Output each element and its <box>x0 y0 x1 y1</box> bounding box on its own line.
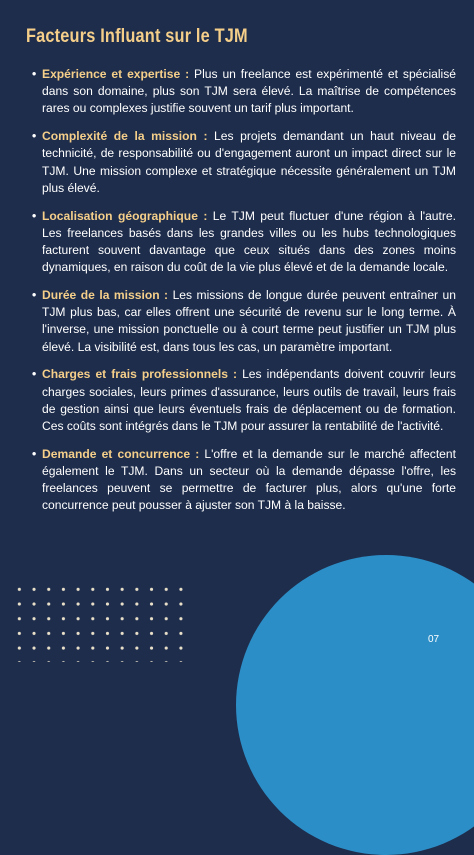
decorative-circle <box>236 555 474 855</box>
page-number: 07 <box>428 634 440 645</box>
factor-term: Demande et concurrence : <box>42 446 200 461</box>
bullet-icon: • <box>32 288 37 303</box>
list-item-duration <box>32 287 456 356</box>
factor-list <box>32 66 456 525</box>
factor-text: Le TJM peut fluctuer d'une région à l'autre. Les freelances basés dans les grandes villes ou les hubs technologiques facturent souvent davantage que ceux situés dans des zones moins dynamiques, en raison du coût de la vie plus élevé et de la demande locale. <box>42 208 457 275</box>
factor-text: Les missions de longue durée peuvent entraîner un TJM plus bas, car elles offrent une sécurité de revenu sur le long terme. À l'inverse, une mission ponctuelle ou à court terme peut justifier un TJM plus élevé. La visibilité est, dans tous les cas, un paramètre important. <box>42 288 456 354</box>
factor-term: Durée de la mission : <box>42 288 169 303</box>
factor-term: Expérience et expertise : <box>42 67 190 81</box>
factor-text: Les projets demandant un haut niveau de technicité, de responsabilité ou d'engagement auront un impact direct sur le TJM. Une mission complexe et stratégique nécessite généralement un TJM plus élevé. <box>42 129 456 195</box>
bullet-icon: • <box>32 446 37 461</box>
factor-term: Complexité de la mission : <box>42 129 208 144</box>
factor-term: Localisation géographique : <box>42 208 208 223</box>
factor-term: Charges et frais professionnels : <box>42 367 238 382</box>
list-item-demand <box>32 446 456 515</box>
factor-text: Les indépendants doivent couvrir leurs charges sociales, leurs primes d'assurance, leurs outils de travail, leurs frais de gestion ainsi que leurs éventuels frais de déplacement ou de formation. Ces coûts sont intégrés dans le TJM pour assurer la rentabilité de l'activité. <box>42 367 456 434</box>
bullet-icon: • <box>32 208 37 223</box>
bullet-icon: • <box>32 129 37 144</box>
list-item-experience <box>32 66 456 118</box>
bullet-icon: • <box>32 367 37 382</box>
list-item-charges <box>32 366 456 435</box>
list-item-location <box>32 208 456 277</box>
decorative-dot-grid <box>12 582 192 662</box>
factor-text: Plus un freelance est expérimenté et spécialisé dans son domaine, plus son TJM sera élevé. La maîtrise de compétences rares ou complexes justifie souvent un tarif plus important. <box>42 67 457 116</box>
factor-text: L'offre et la demande sur le marché affectent également le TJM. Dans un secteur où la demande dépasse l'offre, les freelances peuvent se permettre de facturer plus, alors qu'une forte concurrence peut pousser à ajuster son TJM à la baisse. <box>42 446 456 513</box>
page-title: Facteurs Influant sur le TJM <box>26 26 248 47</box>
bullet-icon: • <box>32 67 37 81</box>
list-item-complexity <box>32 128 456 197</box>
